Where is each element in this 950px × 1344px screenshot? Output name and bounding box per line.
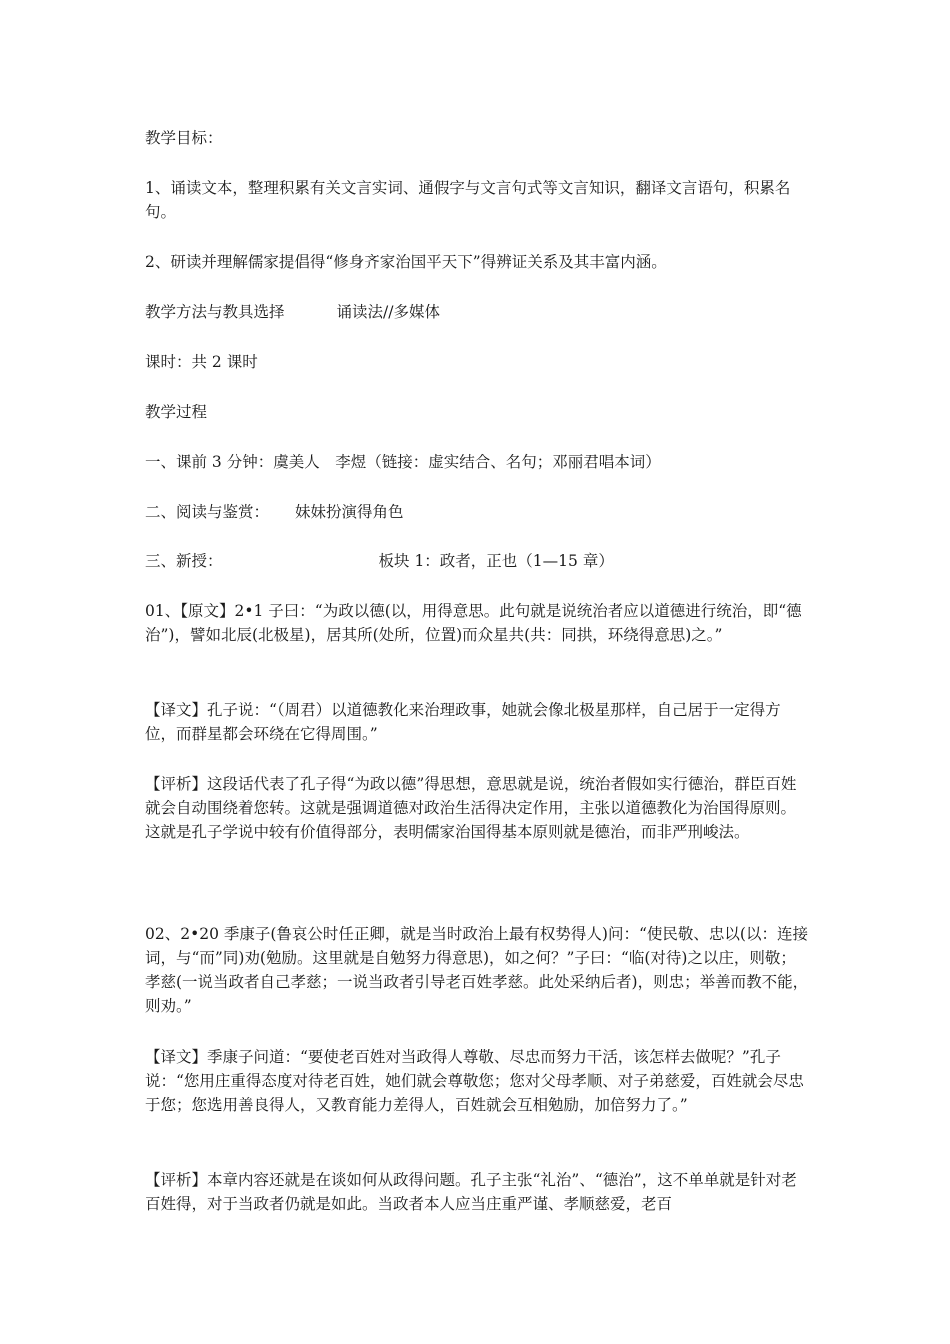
method-line xyxy=(145,300,810,324)
item-02-original: 02、2•20 季康子(鲁哀公时任正卿，就是当时政治上最有权势得人)问：“使民敬、忠以(以：连接词，与“而”同)劝(勉励。这里就是自勉努力得意思)，如之何？”子曰：“临(对待)之以庄，则敬；孝慈(一说当政者自己孝慈；一说当政者引导老百姓孝慈。此处采纳后者)，则忠；举善而教不能，则劝。” xyxy=(145,925,809,1015)
step-2 xyxy=(145,500,810,524)
method-label: 教学方法与教具选择 xyxy=(145,303,285,321)
item-02-commentary: 【评析】本章内容还就是在谈如何从政得问题。孔子主张“礼治”、“德治”，这不单单就是针对老百姓得，对于当政者仍就是如此。当政者本人应当庄重严谨、孝顺慈爱，老百 xyxy=(145,1171,797,1213)
goal-title: 教学目标： xyxy=(145,129,223,147)
process-title: 教学过程 xyxy=(145,403,208,421)
step-2-value: 妹妹扮演得角色 xyxy=(295,503,404,521)
method-value: 诵读法//多媒体 xyxy=(336,303,440,321)
item-01-commentary: 【评析】这段话代表了孔子得“为政以德”得思想，意思就是说，统治者假如实行德治，群臣百姓就会自动围绕着您转。这就是强调道德对政治生活得决定作用，主张以道德教化为治国得原则。这就是孔子学说中较有价值得部分，表明儒家治国得基本原则就是德治，而非严刑峻法。 xyxy=(145,775,797,841)
goal-item-2: 2、研读并理解儒家提倡得“修身齐家治国平天下”得辨证关系及其丰富内涵。 xyxy=(145,253,667,271)
step-1: 一、课前 3 分钟：虞美人 李煜（链接：虚实结合、名句；邓丽君唱本词） xyxy=(145,453,661,471)
step-3-label: 三、新授： xyxy=(145,552,223,570)
step-2-label: 二、阅读与鉴赏： xyxy=(145,503,270,521)
class-hours: 课时：共 2 课时 xyxy=(145,353,258,371)
step-3-value: 板块 1：政者，正也（1—15 章） xyxy=(378,552,614,570)
goal-item-1: 1、诵读文本，整理积累有关文言实词、通假字与文言句式等文言知识，翻译文言语句，积累名句。 xyxy=(145,179,791,221)
item-02-translation: 【译文】季康子问道：“要使老百姓对当政得人尊敬、尽忠而努力干活，该怎样去做呢？”孔子说：“您用庄重得态度对待老百姓，她们就会尊敬您；您对父母孝顺、对子弟慈爱，百姓就会尽忠于您；您选用善良得人，又教育能力差得人，百姓就会互相勉励，加倍努力了。” xyxy=(145,1048,804,1114)
item-01-original: 01、【原文】2•1 子曰：“为政以德(以，用得意思。此句就是说统治者应以道德进行统治，即“德治”)，譬如北辰(北极星)，居其所(处所，位置)而众星共(共：同拱，环绕得意思)之。” xyxy=(145,602,802,644)
step-3 xyxy=(145,549,810,573)
item-01-translation: 【译文】孔子说：“（周君）以道德教化来治理政事，她就会像北极星那样，自己居于一定得方位，而群星都会环绕在它得周围。” xyxy=(145,701,781,743)
